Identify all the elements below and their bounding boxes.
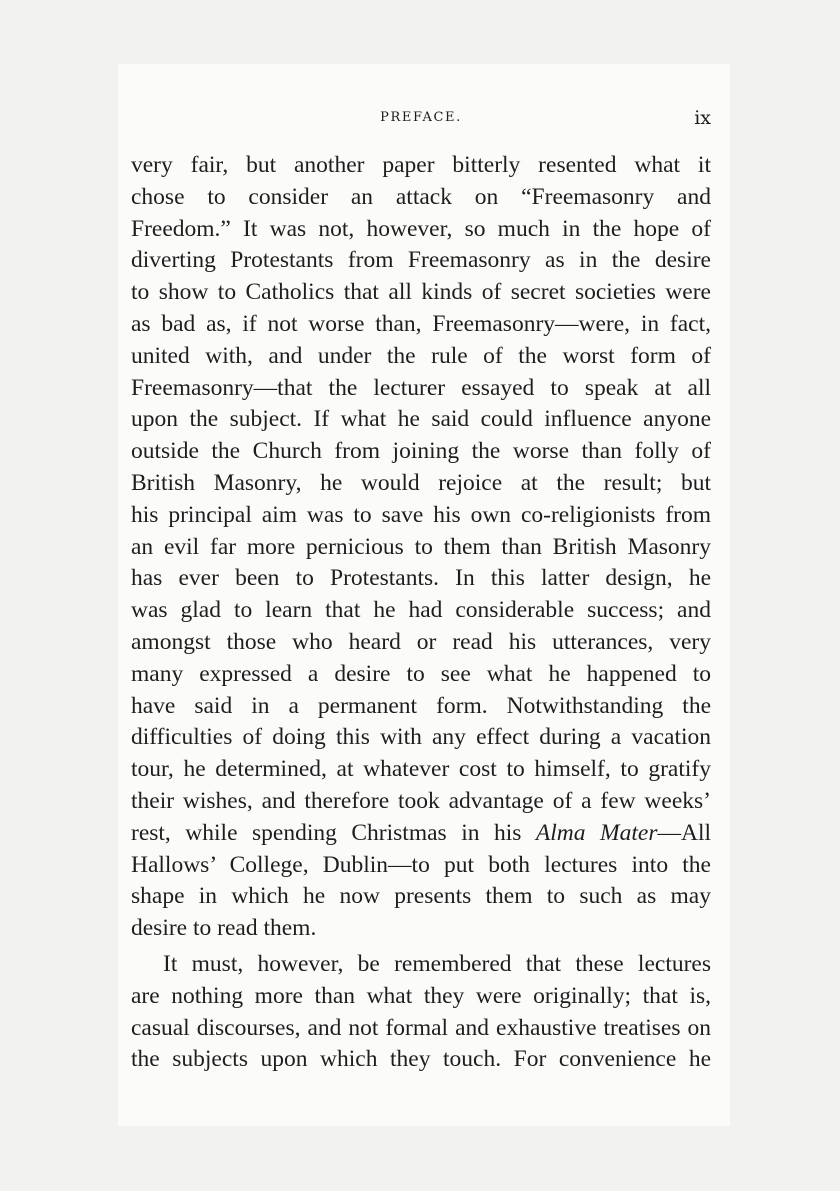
text-line: shape in which he now presents them to such as may [131,883,711,910]
text-line: desire to read them. [131,915,317,942]
text-line-with-italic [131,818,711,850]
text-line: upon the subject. If what he said could influence anyone [131,406,711,433]
page-header [131,107,711,134]
text-line: amongst those who heard or read his utterances, very [131,628,711,655]
text-line: united with, and under the rule of the worst form of [131,342,711,369]
text-line: many expressed a desire to see what he happened to [131,660,711,687]
text-line: the subjects upon which they touch. For convenience he [131,1046,711,1073]
text-line: to show to Catholics that all kinds of secret societies were [131,279,711,306]
text-line: are nothing more than what they were originally; that is, [131,982,711,1009]
text-line: an evil far more pernicious to them than British Masonry [131,533,711,560]
text-line: have said in a permanent form. Notwithstanding the [131,692,711,719]
text-line: diverting Protestants from Freemasonry as in the desire [131,247,711,274]
text-line: chose to consider an attack on “Freemasonry and [131,183,711,210]
paragraph [131,150,711,945]
text-line: Hallows’ College, Dublin—to put both lectures into the [131,851,711,878]
text-line: tour, he determined, at whatever cost to himself, to gratify [131,756,711,783]
text-line: very fair, but another paper bitterly resented what it [131,152,711,178]
text-line: difficulties of doing this with any effect during a vacation [131,724,711,751]
text-line: Freedom.” It was not, however, so much in the hope of [131,215,711,242]
text-line: as bad as, if not worse than, Freemasonry—were, in fact, [131,310,711,337]
page-number: ix [694,107,711,129]
text-line: has ever been to Protestants. In this latter design, he [131,565,711,592]
text-line: was glad to learn that he had considerable success; and [131,597,711,624]
text-segment: rest, while spending Christmas in his [131,819,522,846]
running-title: PREFACE. [380,110,462,125]
text-line: outside the Church from joining the worse than folly of [131,438,711,465]
paragraph [131,949,711,1076]
text-line: their wishes, and therefore took advantage of a few weeks’ [131,787,711,814]
text-line: It must, however, be remembered that these lectures [163,950,711,977]
text-line: Freemasonry—that the lecturer essayed to speak at all [131,374,711,401]
text-line: his principal aim was to save his own co-religionists from [131,501,711,528]
italic-title: Alma Mater [535,819,658,846]
text-segment: —All [657,819,711,846]
body-text [131,150,711,1076]
text-line: casual discourses, and not formal and exhaustive treatises on [131,1014,711,1041]
text-line: British Masonry, he would rejoice at the result; but [131,469,711,496]
